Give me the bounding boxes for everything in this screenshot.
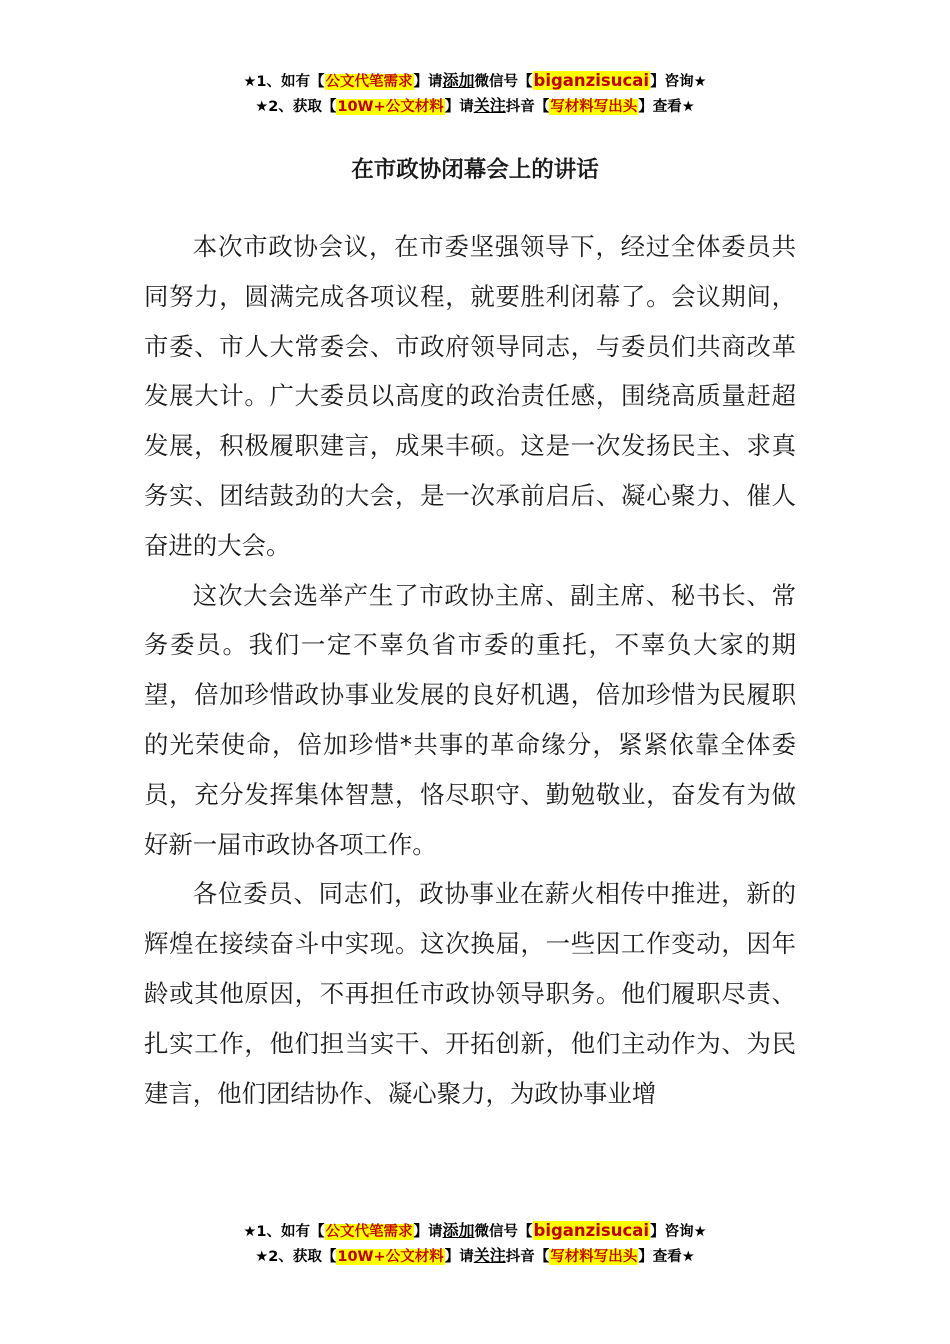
promo-text: 】咨询★ — [650, 1224, 707, 1240]
promo-text: 】请 — [413, 74, 443, 90]
highlight-service: 公文代笔需求 — [325, 1224, 413, 1240]
promo-text: ★1、如有【 — [243, 74, 325, 90]
promo-text: ★2、获取【 — [255, 1249, 337, 1265]
promo-line-2 — [0, 1244, 950, 1269]
top-promo-banner — [0, 69, 950, 119]
promo-text: 】查看★ — [638, 1249, 695, 1265]
promo-line-2 — [0, 94, 950, 119]
highlight-materials: 10W+公文材料 — [337, 1249, 444, 1265]
promo-text: ★2、获取【 — [255, 99, 337, 115]
highlight-douyin-account: 写材料写出头 — [550, 99, 638, 115]
promo-text: 微信号【 — [474, 1224, 533, 1240]
promo-text: 】咨询★ — [650, 74, 707, 90]
promo-line-1 — [0, 1219, 950, 1244]
highlight-wechat-id: biganzisucai — [533, 1221, 650, 1240]
underlined-follow: 关注 — [473, 1246, 506, 1265]
promo-text: 】请 — [444, 1249, 474, 1265]
promo-text: 】请 — [444, 99, 474, 115]
promo-text: 】查看★ — [638, 99, 695, 115]
promo-text: 】请 — [413, 1224, 443, 1240]
promo-line-1 — [0, 69, 950, 94]
promo-text: 微信号【 — [474, 74, 533, 90]
bottom-promo-banner — [0, 1219, 950, 1269]
highlight-service: 公文代笔需求 — [325, 74, 413, 90]
document-title: 在市政协闭幕会上的讲话 — [351, 157, 599, 183]
promo-text: 抖音【 — [505, 1249, 550, 1265]
paragraph-3: 各位委员、同志们，政协事业在薪火相传中推进，新的辉煌在接续奋斗中实现。这次换届，一些因工作变动，因年龄或其他原因，不再担任市政协领导职务。他们履职尽责、扎实工作，他们担当实干、开拓创新，他们主动作为、为民建言，他们团结协作、凝心聚力，为政协事业增 — [144, 879, 796, 1108]
promo-text: ★1、如有【 — [243, 1224, 325, 1240]
promo-text: 抖音【 — [505, 99, 550, 115]
document-body — [144, 222, 796, 1118]
highlight-materials: 10W+公文材料 — [337, 99, 444, 115]
underlined-follow: 关注 — [473, 96, 506, 115]
paragraph-1: 本次市政协会议，在市委坚强领导下，经过全体委员共同努力，圆满完成各项议程，就要胜利闭幕了。会议期间，市委、市人大常委会、市政府领导同志，与委员们共商改革发展大计。广大委员以高度的政治责任感，围绕高质量赶超发展，积极履职建言，成果丰硕。这是一次发扬民主、求真务实、团结鼓劲的大会，是一次承前启后、凝心聚力、催人奋进的大会。 — [144, 232, 796, 560]
underlined-add: 添加 — [442, 71, 475, 90]
highlight-douyin-account: 写材料写出头 — [550, 1249, 638, 1265]
highlight-wechat-id: biganzisucai — [533, 71, 650, 90]
underlined-add: 添加 — [442, 1221, 475, 1240]
paragraph-2: 这次大会选举产生了市政协主席、副主席、秘书长、常务委员。我们一定不辜负省市委的重托，不辜负大家的期望，倍加珍惜政协事业发展的良好机遇，倍加珍惜为民履职的光荣使命，倍加珍惜*共事的革命缘分，紧紧依靠全体委员，充分发挥集体智慧，恪尽职守、勤勉敬业，奋发有为做好新一届市政协各项工作。 — [144, 580, 796, 859]
